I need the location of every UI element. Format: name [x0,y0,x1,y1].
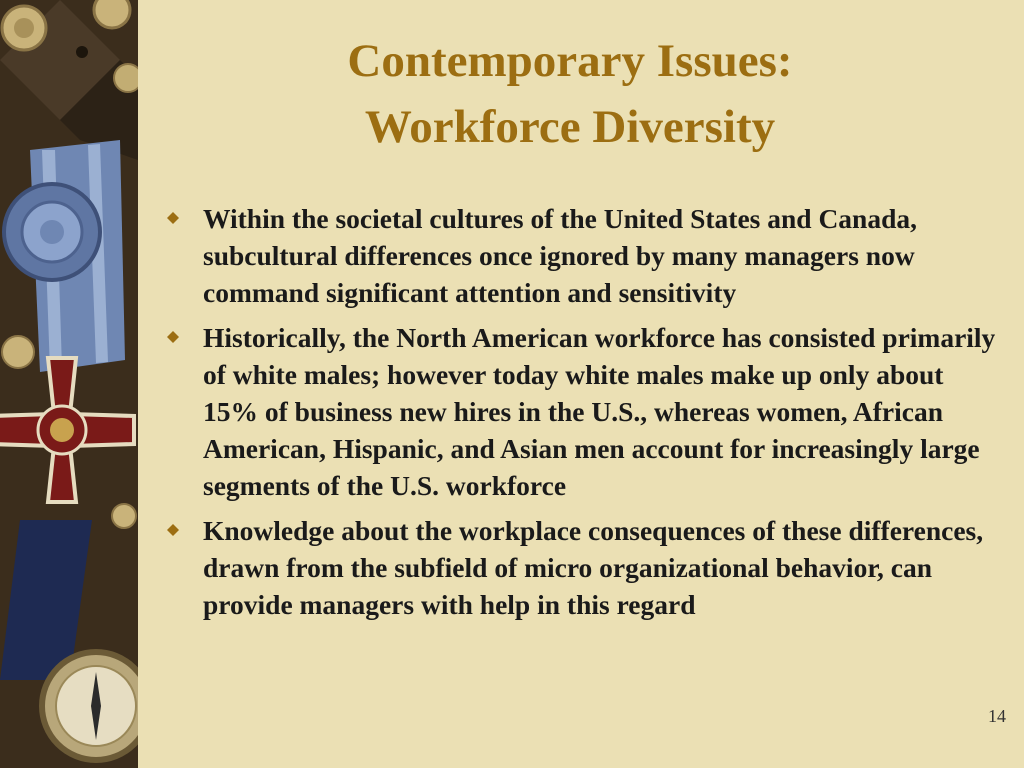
title-line-1: Contemporary Issues: [347,35,793,87]
medals-illustration [0,0,138,768]
bullet-text: Historically, the North American workforce has consisted primarily of white males; however today white males make up only about 15% of business new hires in the U.S., whereas women, African American, Hispanic, and Asian men account for increasingly large segments of the U.S. workforce [203,322,996,501]
slide-number: 14 [988,706,1006,726]
diamond-icon [167,524,179,536]
bullet-list [165,200,1005,631]
decorative-image-strip [0,0,138,768]
title-line-2: Workforce Diversity [364,101,776,153]
bullet-item [165,319,1005,504]
bullet-item [165,512,1005,623]
bullet-text: Knowledge about the workplace consequences of these differences, drawn from the subfield of micro organizational behavior, can provide managers with help in this regard [203,515,984,620]
diamond-icon [167,212,179,224]
bullet-item [165,200,1005,311]
slide-title [190,28,950,160]
diamond-icon [167,331,179,343]
bullet-text: Within the societal cultures of the United States and Canada, subcultural differences once ignored by many managers now command significant attention and sensitivity [203,203,918,308]
